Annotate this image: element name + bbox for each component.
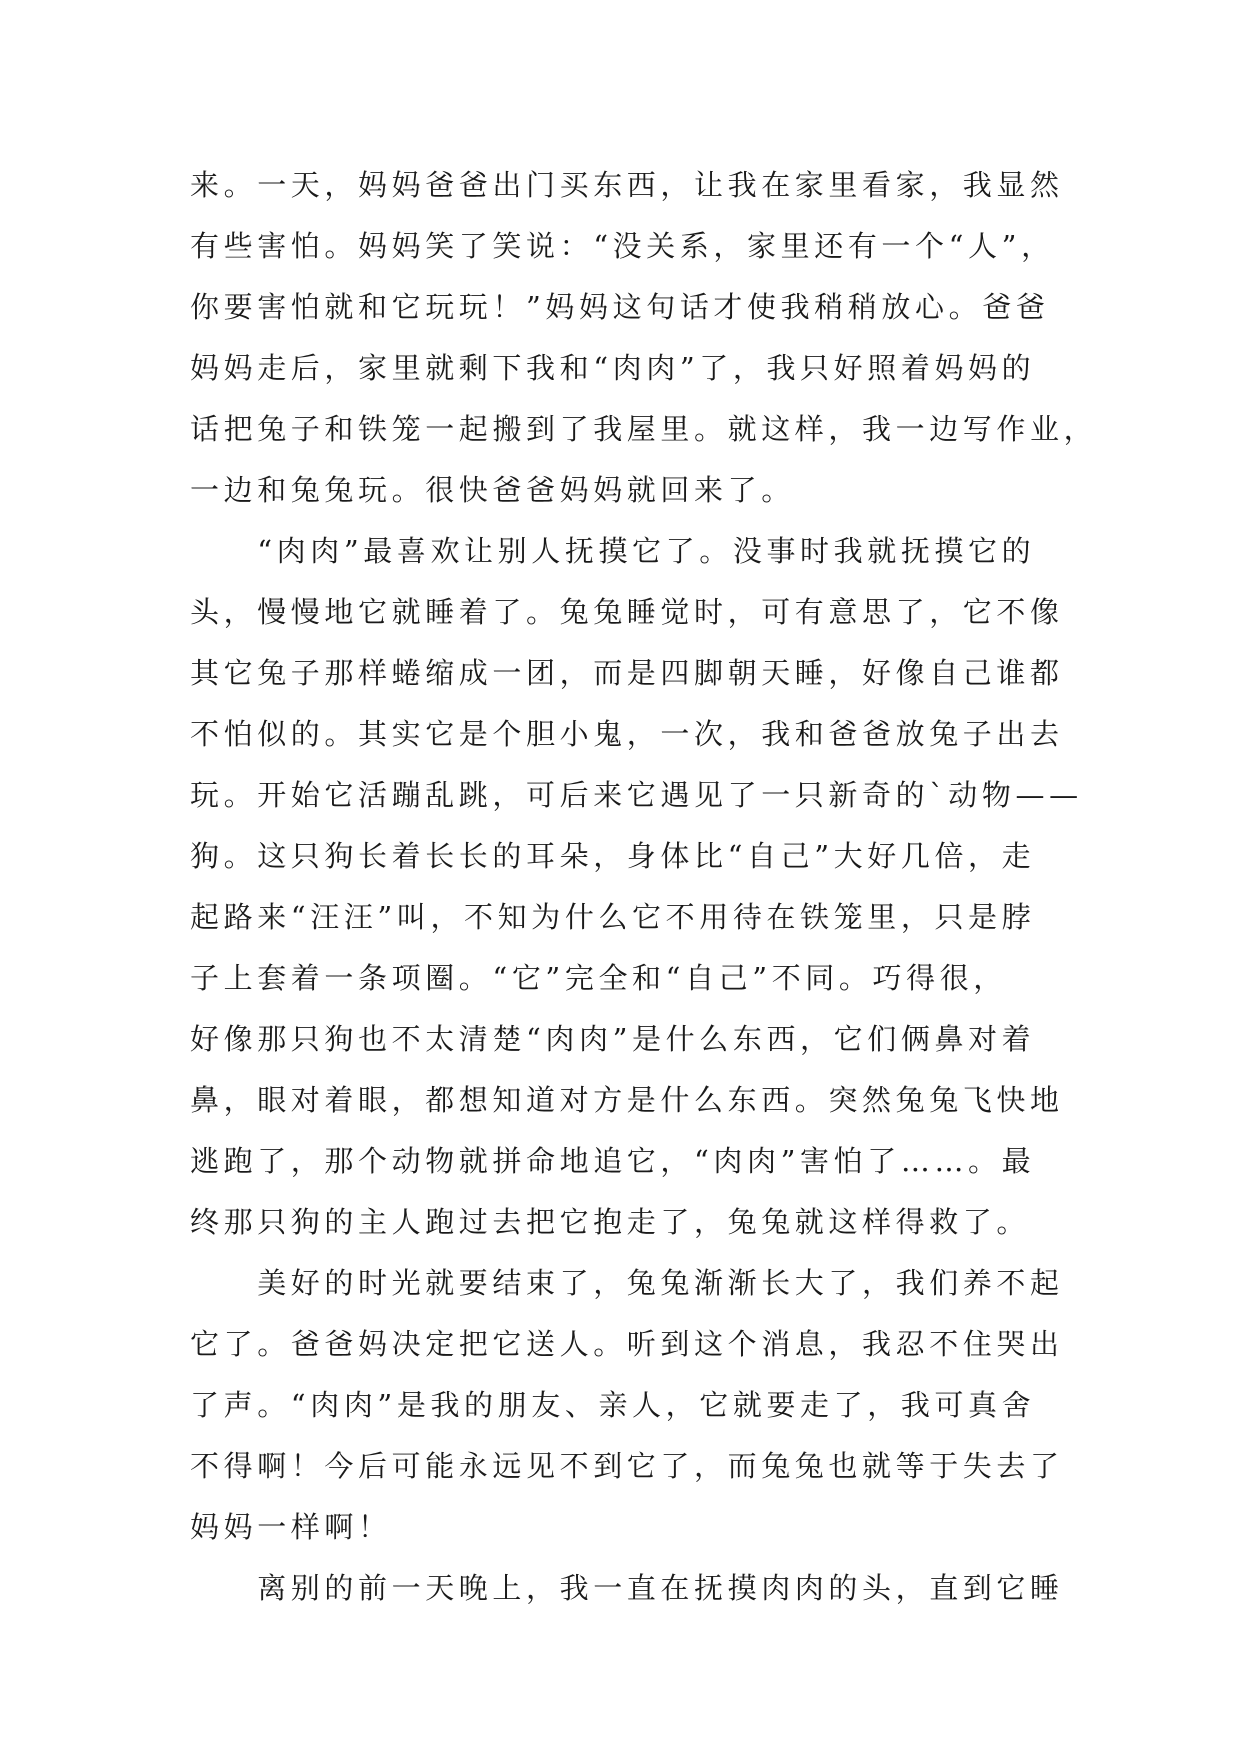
text-line: 逃跑了，那个动物就拼命地追它，“肉肉”害怕了……。最 <box>190 1144 1036 1178</box>
text-line: 好像那只狗也不太清楚“肉肉”是什么东西，它们俩鼻对着 <box>190 1022 1036 1056</box>
text-line: 不怕似的。其实它是个胆小鬼，一次，我和爸爸放兔子出去 <box>190 717 1064 751</box>
essay-text <box>190 155 1098 1619</box>
text-line: 它了。爸爸妈决定把它送人。听到这个消息，我忍不住哭出 <box>190 1327 1064 1361</box>
text-line: 狗。这只狗长着长长的耳朵，身体比“自己”大好几倍，走 <box>190 839 1036 873</box>
text-line: 了声。“肉肉”是我的朋友、亲人，它就要走了，我可真舍 <box>190 1388 1036 1422</box>
text-line: 玩。开始它活蹦乱跳，可后来它遇见了一只新奇的`动物—— <box>190 778 1083 812</box>
text-line: 起路来“汪汪”叫，不知为什么它不用待在铁笼里，只是脖 <box>190 900 1036 934</box>
text-line: 你要害怕就和它玩玩！”妈妈这句话才使我稍稍放心。爸爸 <box>190 290 1050 324</box>
text-line: 一边和兔兔玩。很快爸爸妈妈就回来了。 <box>190 473 795 507</box>
text-line: 妈妈走后，家里就剩下我和“肉肉”了，我只好照着妈妈的 <box>190 351 1036 385</box>
text-line: 离别的前一天晚上，我一直在抚摸肉肉的头，直到它睡 <box>190 1571 1064 1605</box>
text-line: 有些害怕。妈妈笑了笑说：“没关系，家里还有一个“人”， <box>190 229 1055 263</box>
text-line: 其它兔子那样蜷缩成一团，而是四脚朝天睡，好像自己谁都 <box>190 656 1064 690</box>
text-line: 终那只狗的主人跑过去把它抱走了，兔兔就这样得救了。 <box>190 1205 1031 1239</box>
text-line: 来。一天，妈妈爸爸出门买东西，让我在家里看家，我显然 <box>190 168 1064 202</box>
text-line: 头，慢慢地它就睡着了。兔兔睡觉时，可有意思了，它不像 <box>190 595 1064 629</box>
text-line: “肉肉”最喜欢让别人抚摸它了。没事时我就抚摸它的 <box>190 534 1036 568</box>
text-line: 子上套着一条项圈。“它”完全和“自己”不同。巧得很， <box>190 961 1007 995</box>
text-line: 妈妈一样啊！ <box>190 1510 392 1544</box>
text-line: 鼻，眼对着眼，都想知道对方是什么东西。突然兔兔飞快地 <box>190 1083 1064 1117</box>
text-line: 美好的时光就要结束了，兔兔渐渐长大了，我们养不起 <box>190 1266 1064 1300</box>
text-line: 不得啊！今后可能永远见不到它了，而兔兔也就等于失去了 <box>190 1449 1064 1483</box>
text-line: 话把兔子和铁笼一起搬到了我屋里。就这样，我一边写作业， <box>190 412 1098 446</box>
